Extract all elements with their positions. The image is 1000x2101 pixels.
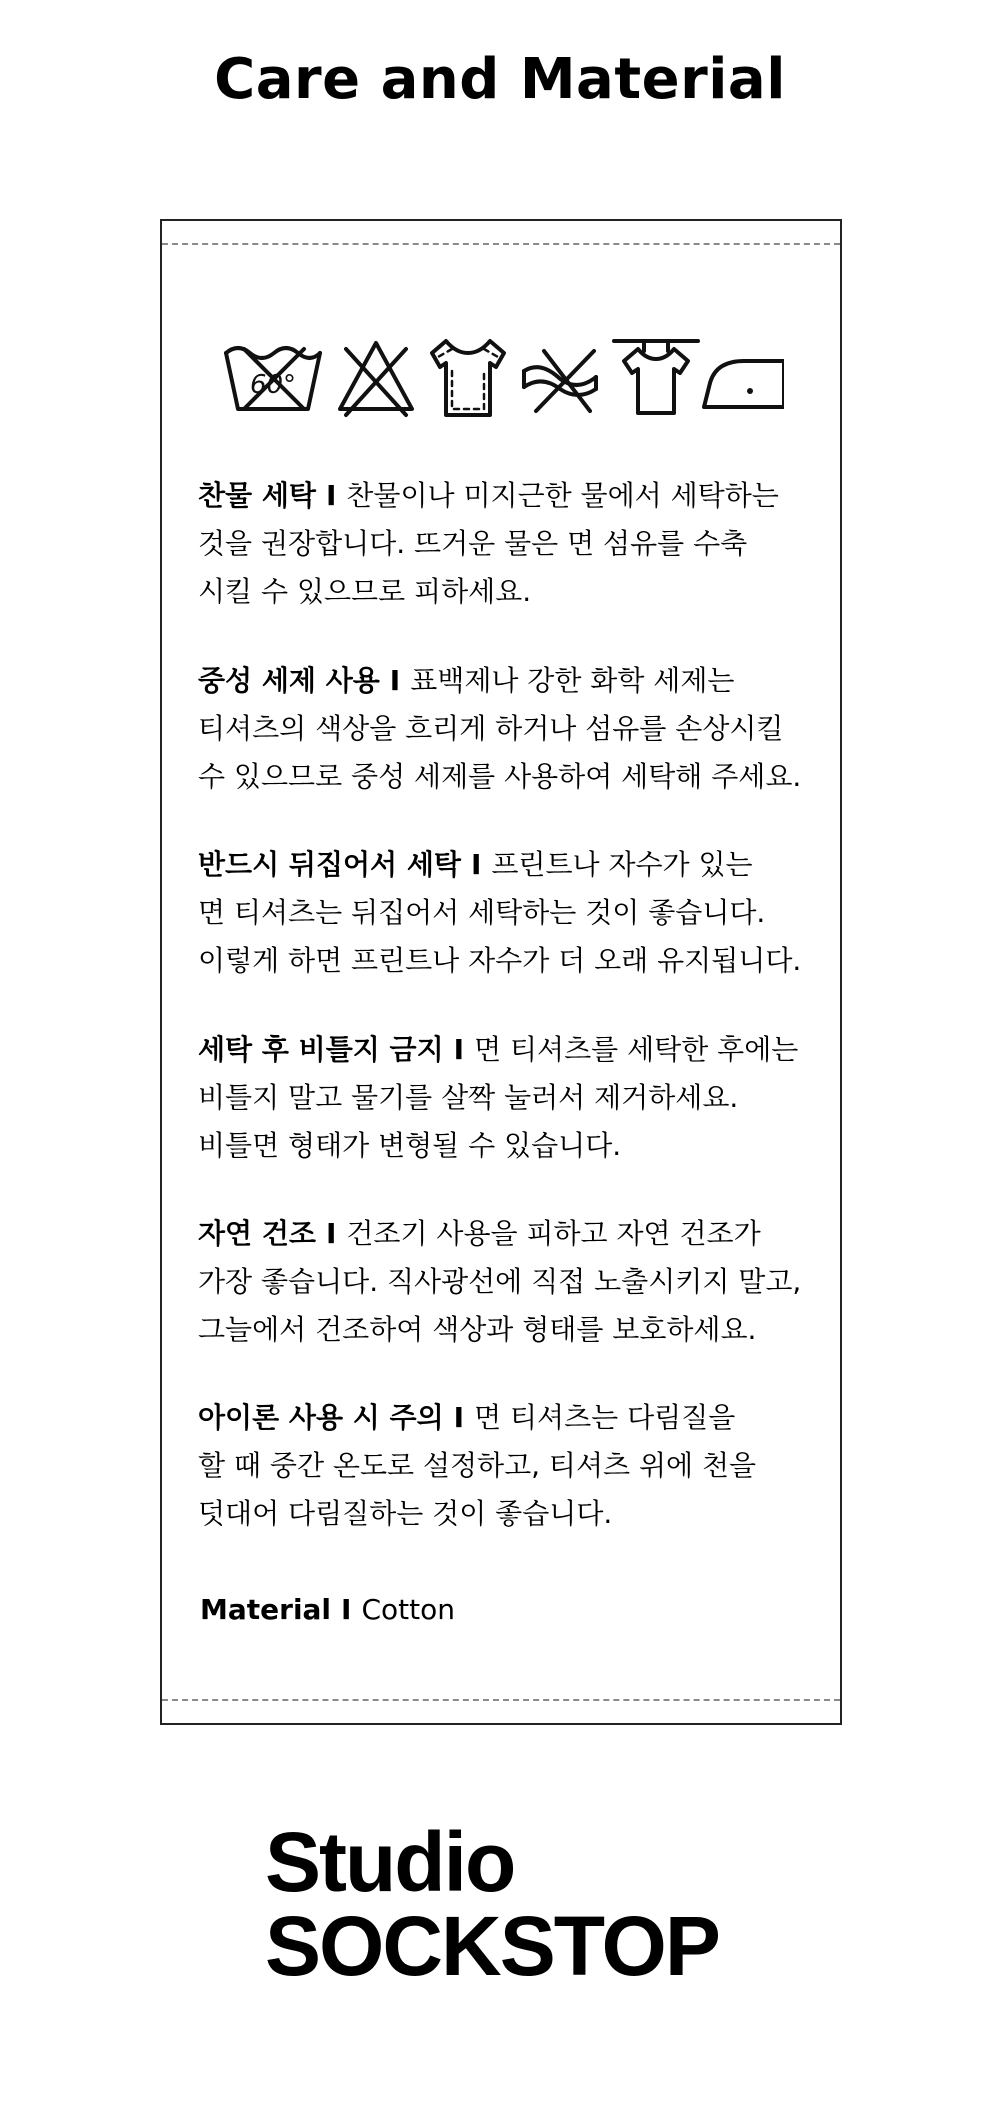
section-text-line: 비틀면 형태가 변형될 수 있습니다.	[198, 1129, 622, 1162]
tshirt-icon	[432, 341, 504, 415]
section-separator: I	[453, 1401, 465, 1434]
section-text-line: 이렇게 하면 프린트나 자수가 더 오래 유지됩니다.	[198, 944, 802, 977]
section-text-line: 티셔츠의 색상을 흐리게 하거나 섬유를 손상시킬	[198, 712, 784, 745]
section-text-line: 면 티셔츠는 뒤집어서 세탁하는 것이 좋습니다.	[198, 896, 766, 929]
section-text-line: 건조기 사용을 피하고 자연 건조가	[346, 1217, 761, 1250]
material-info	[200, 1586, 455, 1634]
section-text-line: 면 티셔츠를 세탁한 후에는	[474, 1033, 799, 1066]
section-heading: 아이론 사용 시 주의	[198, 1401, 444, 1434]
top-stitch-line	[162, 243, 840, 245]
section-heading: 찬물 세탁	[198, 479, 316, 512]
care-section-ironing	[198, 1394, 814, 1538]
bottom-stitch-line	[162, 1699, 840, 1701]
section-heading: 중성 세제 사용	[198, 664, 380, 697]
care-section-neutral-detergent	[198, 657, 814, 801]
section-separator: I	[470, 848, 482, 881]
no-bleach-icon	[340, 343, 412, 415]
section-text-line: 면 티셔츠는 다림질을	[474, 1401, 736, 1434]
section-text-line: 표백제나 강한 화학 세제는	[410, 664, 735, 697]
section-text-line: 수 있으므로 중성 세제를 사용하여 세탁해 주세요.	[198, 760, 802, 793]
section-heading: 자연 건조	[198, 1217, 316, 1250]
brand-logo	[265, 1815, 719, 1993]
material-separator: I	[341, 1593, 352, 1626]
section-text-line: 찬물이나 미지근한 물에서 세탁하는	[346, 479, 779, 512]
section-text-line: 그늘에서 건조하여 색상과 형태를 보호하세요.	[198, 1313, 757, 1346]
section-text-line: 것을 권장합니다. 뜨거운 물은 면 섬유를 수축	[198, 527, 748, 560]
section-heading: 세탁 후 비틀지 금지	[198, 1033, 444, 1066]
section-text-line: 프린트나 자수가 있는	[491, 848, 753, 881]
care-section-inside-out	[198, 841, 814, 985]
section-separator: I	[453, 1033, 465, 1066]
section-separator: I	[325, 479, 337, 512]
care-section-cold-wash	[198, 472, 814, 616]
care-section-natural-dry	[198, 1210, 814, 1354]
section-text-line: 가장 좋습니다. 직사광선에 직접 노출시키지 말고,	[198, 1265, 802, 1298]
brand-line-2: SOCKSTOP	[265, 1899, 719, 1993]
section-separator: I	[389, 664, 401, 697]
material-heading: Material	[200, 1593, 332, 1626]
section-separator: I	[325, 1217, 337, 1250]
section-text-line: 비틀지 말고 물기를 살짝 눌러서 제거하세요.	[198, 1081, 739, 1114]
wash-60-crossed-icon	[226, 348, 320, 409]
care-label	[160, 219, 842, 1725]
care-section-no-wring	[198, 1026, 814, 1170]
no-wring-icon	[524, 351, 596, 411]
section-text-line: 시킬 수 있으므로 피하세요.	[198, 575, 532, 608]
iron-icon	[704, 361, 784, 407]
brand-line-1: Studio	[265, 1815, 515, 1909]
page-title: Care and Material	[214, 47, 786, 112]
line-dry-icon	[614, 341, 698, 413]
svg-text:60°: 60°	[249, 370, 297, 400]
care-icons	[224, 331, 784, 426]
section-text-line: 할 때 중간 온도로 설정하고, 티셔츠 위에 천을	[198, 1449, 757, 1482]
section-heading: 반드시 뒤집어서 세탁	[198, 848, 461, 881]
section-text-line: 덧대어 다림질하는 것이 좋습니다.	[198, 1497, 613, 1530]
material-value: Cotton	[361, 1593, 455, 1626]
